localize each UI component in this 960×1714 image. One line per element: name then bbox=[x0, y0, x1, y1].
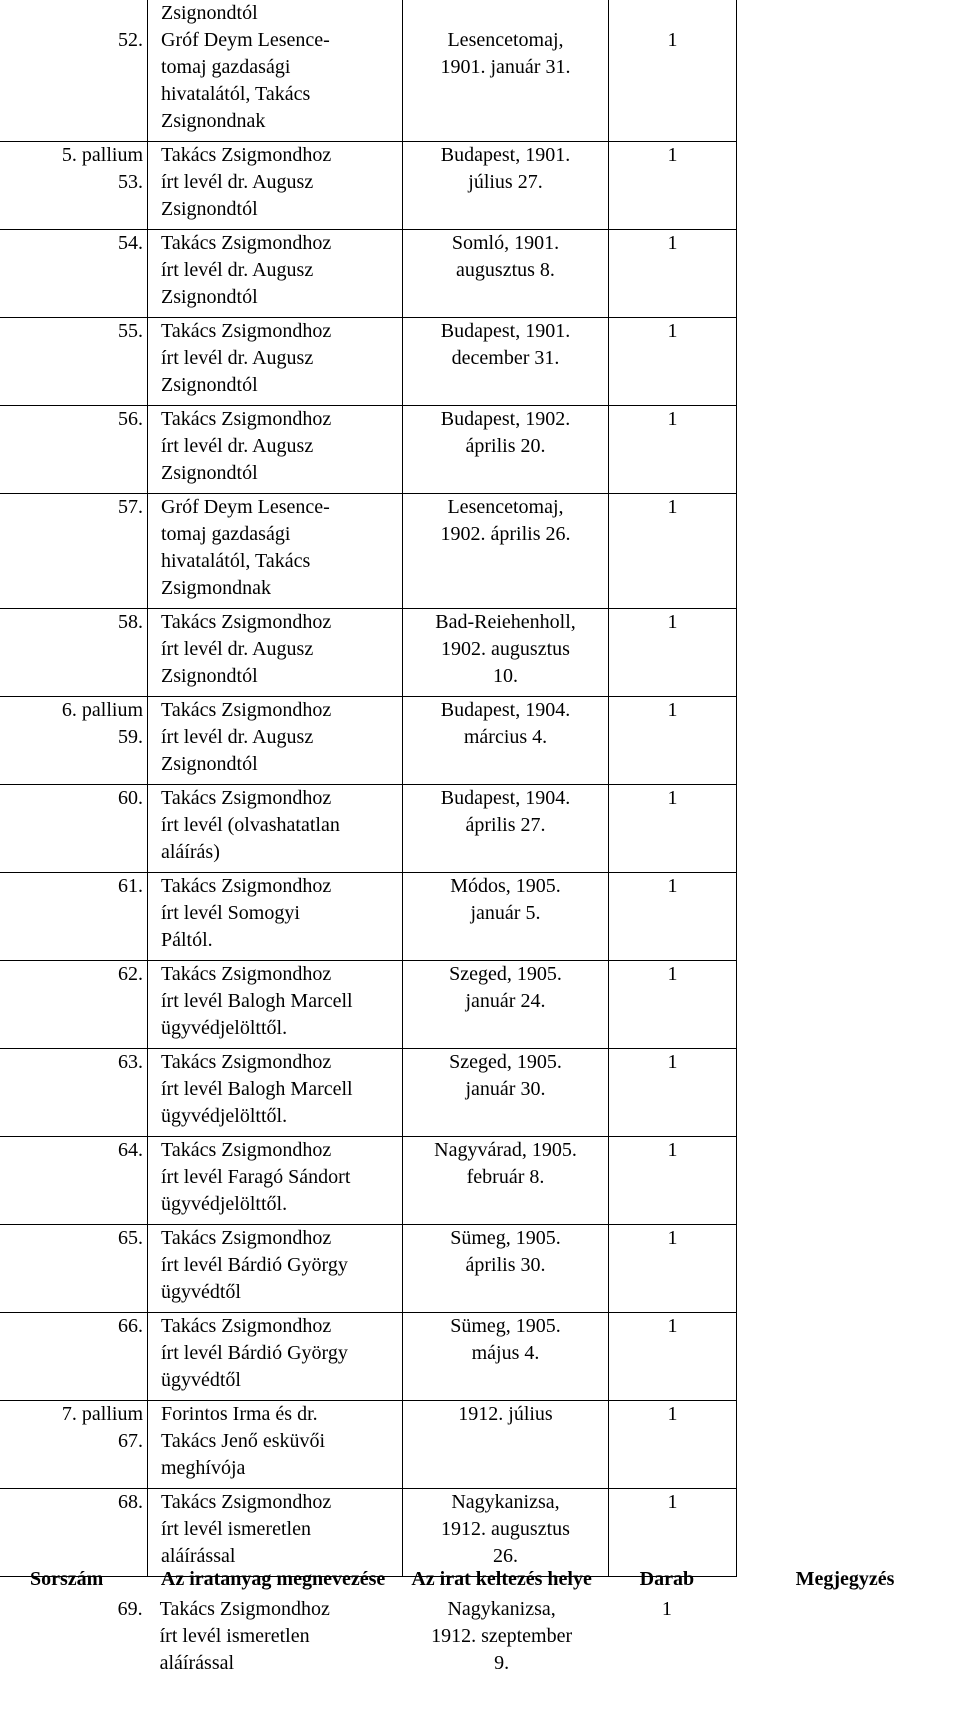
row-title-line: ügyvédjelölttől. bbox=[161, 1017, 288, 1039]
row-title-line: Takács Zsigmondhoz bbox=[161, 1315, 332, 1337]
row-title-line: Zsignondtól bbox=[161, 665, 258, 687]
row-date bbox=[403, 494, 609, 609]
row-count-line: 1 bbox=[667, 611, 678, 633]
row-date-line: április 27. bbox=[465, 814, 546, 836]
row-number bbox=[0, 0, 148, 142]
row-title-line: írt levél Balogh Marcell bbox=[161, 990, 353, 1012]
row-title-line: Zsignondtól bbox=[161, 2, 258, 24]
row-number bbox=[0, 873, 148, 961]
row-count-line: 1 bbox=[667, 320, 678, 342]
row-title-line: ügyvédjelölttől. bbox=[161, 1193, 288, 1215]
row-count bbox=[609, 697, 737, 785]
row-date-line: Nagykanizsa, bbox=[447, 1598, 556, 1620]
row-count-line: 1 bbox=[667, 963, 678, 985]
row-title bbox=[148, 0, 403, 142]
row-date-line: Szeged, 1905. bbox=[449, 1051, 562, 1073]
table-row bbox=[0, 961, 737, 1049]
row-date bbox=[403, 1489, 609, 1577]
row-date-line: 1912. augusztus bbox=[441, 1518, 570, 1540]
table-row bbox=[0, 1049, 737, 1137]
row-title-line: Takács Zsigmondhoz bbox=[161, 1051, 332, 1073]
row-date-line: 1912. július bbox=[458, 1403, 553, 1425]
row-count bbox=[609, 318, 737, 406]
row-title-line: Takács Zsigmondhoz bbox=[161, 408, 332, 430]
row-date-line: február 8. bbox=[466, 1166, 545, 1188]
row-count-line: 1 bbox=[667, 232, 678, 254]
table-row bbox=[0, 785, 737, 873]
row-title bbox=[148, 1049, 403, 1137]
row-date-line: Nagyvárad, 1905. bbox=[434, 1139, 577, 1161]
row-title-line: Takács Zsigmondhoz bbox=[161, 875, 332, 897]
row-number-text: 52. bbox=[118, 29, 143, 51]
row-date-line: Nagykanizsa, bbox=[451, 1491, 560, 1513]
row-date-line: Szeged, 1905. bbox=[449, 963, 562, 985]
row-title bbox=[148, 785, 403, 873]
row-title bbox=[147, 1596, 400, 1677]
row-title bbox=[148, 1137, 403, 1225]
row-title bbox=[148, 961, 403, 1049]
row-date-line: május 4. bbox=[471, 1342, 540, 1364]
row-title-line: írt levél dr. Augusz bbox=[161, 726, 314, 748]
row-title-line: írt levél ismeretlen bbox=[159, 1625, 310, 1647]
row-title bbox=[148, 494, 403, 609]
row-title-line: Takács Zsigmondhoz bbox=[159, 1598, 330, 1620]
row-date-line: július 27. bbox=[468, 171, 543, 193]
row-number bbox=[0, 1401, 148, 1489]
row-date-line: Lesencetomaj, bbox=[447, 496, 564, 518]
table-row bbox=[0, 1225, 737, 1313]
row-title-line: aláírás) bbox=[161, 841, 220, 863]
row-title-line: hivatalától, Takács bbox=[161, 550, 311, 572]
row-date-line: Somló, 1901. bbox=[451, 232, 560, 254]
row-title-line: Takács Zsigmondhoz bbox=[161, 1139, 332, 1161]
row-title-line: Takács Zsigmondhoz bbox=[161, 699, 332, 721]
row-number-text: 61. bbox=[118, 875, 143, 897]
row-date bbox=[403, 142, 609, 230]
row-count-line bbox=[609, 0, 736, 27]
row-title-line: Takács Zsigmondhoz bbox=[161, 963, 332, 985]
row-title bbox=[148, 1401, 403, 1489]
row-number bbox=[0, 406, 148, 494]
row-date-line: Budapest, 1901. bbox=[440, 320, 571, 342]
row-title-line: aláírással bbox=[161, 1545, 236, 1567]
row-title-line: ügyvédjelölttől. bbox=[161, 1105, 288, 1127]
row-title-line: írt levél Somogyi bbox=[161, 902, 300, 924]
row-number bbox=[0, 142, 148, 230]
row-title-line: Zsignondtól bbox=[161, 374, 258, 396]
row-count bbox=[609, 494, 737, 609]
row-title-line: meghívója bbox=[161, 1457, 246, 1479]
table-row bbox=[0, 873, 737, 961]
table-row bbox=[0, 230, 737, 318]
row-title-line: Takács Zsigmondhoz bbox=[161, 232, 332, 254]
header-keltezes: Az irat keltezés helye bbox=[411, 1568, 592, 1590]
row-date-line: január 24. bbox=[465, 990, 546, 1012]
row-number-text: 68. bbox=[118, 1491, 143, 1513]
row-count bbox=[609, 961, 737, 1049]
row-count bbox=[609, 1489, 737, 1577]
row-number-text: 56. bbox=[118, 408, 143, 430]
row-title bbox=[148, 697, 403, 785]
row-count-line: 1 bbox=[667, 699, 678, 721]
row-title-line: írt levél dr. Augusz bbox=[161, 347, 314, 369]
row-count bbox=[609, 0, 737, 142]
row-title bbox=[148, 318, 403, 406]
row-date bbox=[403, 406, 609, 494]
row-count bbox=[609, 1049, 737, 1137]
row-date-line: január 5. bbox=[470, 902, 541, 924]
row-number-text: 5. pallium 53. bbox=[61, 144, 143, 193]
row-date bbox=[403, 785, 609, 873]
row-title-line: Takács Zsigmondhoz bbox=[161, 1227, 332, 1249]
row-number bbox=[0, 1137, 148, 1225]
row-title-line: Zsignondtól bbox=[161, 753, 258, 775]
row-title-line: Takács Zsigmondhoz bbox=[161, 1491, 332, 1513]
row-title-line: Gróf Deym Lesence- bbox=[161, 29, 330, 51]
row-title-line: Páltól. bbox=[161, 929, 213, 951]
row-date-line: 1901. január 31. bbox=[440, 56, 571, 78]
row-date-line: 1912. szeptember bbox=[431, 1625, 573, 1647]
row-title-line: ügyvédtől bbox=[161, 1281, 241, 1303]
table-row bbox=[0, 1596, 960, 1677]
row-title-line: írt levél (olvashatatlan bbox=[161, 814, 340, 836]
row-date-line: 26. bbox=[493, 1545, 518, 1567]
row-number bbox=[0, 1489, 148, 1577]
row-title-line: írt levél Faragó Sándort bbox=[161, 1166, 351, 1188]
row-count bbox=[609, 1225, 737, 1313]
row-title-line: hivatalától, Takács bbox=[161, 83, 311, 105]
table-row bbox=[0, 1401, 737, 1489]
row-title-line: írt levél dr. Augusz bbox=[161, 435, 314, 457]
row-title-line: írt levél ismeretlen bbox=[161, 1518, 311, 1540]
row-number bbox=[0, 697, 148, 785]
row-title-line: Takács Jenő esküvői bbox=[161, 1430, 326, 1452]
row-count-line: 1 bbox=[667, 875, 678, 897]
header-megjegyzes: Megjegyzés bbox=[795, 1568, 895, 1590]
row-date bbox=[403, 0, 609, 142]
row-date-line: Lesencetomaj, bbox=[447, 29, 564, 51]
table-row bbox=[0, 142, 737, 230]
table-row bbox=[0, 494, 737, 609]
row-title-line: Forintos Irma és dr. bbox=[161, 1403, 318, 1425]
header-iratanyag: Az iratanyag megnevezése bbox=[160, 1568, 386, 1590]
row-note bbox=[730, 1596, 960, 1677]
row-date-line: április 30. bbox=[465, 1254, 546, 1276]
table-row bbox=[0, 1313, 737, 1401]
row-title-line: írt levél dr. Augusz bbox=[161, 171, 314, 193]
row-number-text: 57. bbox=[118, 496, 143, 518]
row-date bbox=[403, 1401, 609, 1489]
row-number-text: 60. bbox=[118, 787, 143, 809]
row-date-line: 10. bbox=[493, 665, 518, 687]
row-date bbox=[403, 230, 609, 318]
row-date-line bbox=[403, 0, 608, 27]
row-date-line: 9. bbox=[494, 1652, 510, 1674]
row-title-line: ügyvédtől bbox=[161, 1369, 241, 1391]
row-title-line: Gróf Deym Lesence- bbox=[161, 496, 330, 518]
row-count-line: 1 bbox=[667, 1315, 678, 1337]
row-count bbox=[609, 142, 737, 230]
table-header-row bbox=[0, 1566, 960, 1596]
row-title-line: írt levél Balogh Marcell bbox=[161, 1078, 353, 1100]
row-title-line: Zsignondtól bbox=[161, 286, 258, 308]
row-title-line: tomaj gazdasági bbox=[161, 56, 291, 78]
row-date-line: Budapest, 1904. bbox=[440, 787, 571, 809]
row-count-line: 1 bbox=[667, 1139, 678, 1161]
row-number bbox=[0, 1313, 148, 1401]
row-date bbox=[403, 1225, 609, 1313]
row-number bbox=[0, 230, 148, 318]
row-count-line: 1 bbox=[667, 496, 678, 518]
row-number-text: 64. bbox=[118, 1139, 143, 1161]
table-row bbox=[0, 1137, 737, 1225]
row-number bbox=[0, 785, 148, 873]
row-date bbox=[403, 1049, 609, 1137]
row-date bbox=[400, 1596, 604, 1677]
row-title-line: tomaj gazdasági bbox=[161, 523, 291, 545]
row-count-line: 1 bbox=[667, 144, 678, 166]
row-count bbox=[609, 609, 737, 697]
row-date-line: augusztus 8. bbox=[456, 259, 555, 281]
table-row bbox=[0, 406, 737, 494]
row-title bbox=[148, 142, 403, 230]
row-date bbox=[403, 318, 609, 406]
row-count bbox=[609, 1313, 737, 1401]
table-row bbox=[0, 318, 737, 406]
row-title bbox=[148, 406, 403, 494]
row-date bbox=[403, 873, 609, 961]
row-title bbox=[148, 1313, 403, 1401]
row-number: 69. bbox=[117, 1598, 143, 1620]
row-count-line: 1 bbox=[667, 1491, 678, 1513]
row-number-text: 63. bbox=[118, 1051, 143, 1073]
row-number-text: 54. bbox=[118, 232, 143, 254]
row-number bbox=[0, 1049, 148, 1137]
table-row bbox=[0, 609, 737, 697]
row-number-text: 6. pallium 59. bbox=[61, 699, 143, 748]
table-row bbox=[0, 697, 737, 785]
row-title bbox=[148, 1225, 403, 1313]
row-date-line: április 20. bbox=[465, 435, 546, 457]
row-count: 1 bbox=[661, 1598, 672, 1620]
header-darab: Darab bbox=[639, 1568, 695, 1590]
row-date-line: Sümeg, 1905. bbox=[450, 1315, 561, 1337]
row-count bbox=[609, 785, 737, 873]
row-date-line: Budapest, 1902. bbox=[440, 408, 571, 430]
row-title bbox=[148, 609, 403, 697]
row-title-line: írt levél dr. Augusz bbox=[161, 259, 314, 281]
row-number bbox=[0, 609, 148, 697]
row-number-text: 65. bbox=[118, 1227, 143, 1249]
row-date bbox=[403, 1313, 609, 1401]
row-title-line: írt levél dr. Augusz bbox=[161, 638, 314, 660]
row-date-line: 1902. április 26. bbox=[440, 523, 571, 545]
row-title-line: Zsignondnak bbox=[161, 110, 266, 132]
row-number bbox=[0, 961, 148, 1049]
row-title-line: Takács Zsigmondhoz bbox=[161, 144, 332, 166]
table-row bbox=[0, 1489, 737, 1577]
table-row bbox=[0, 0, 737, 142]
row-date bbox=[403, 609, 609, 697]
row-title-line: írt levél Bárdió György bbox=[161, 1342, 348, 1364]
row-date bbox=[403, 961, 609, 1049]
row-date-line: december 31. bbox=[451, 347, 560, 369]
row-number bbox=[0, 494, 148, 609]
row-count-line: 1 bbox=[667, 1227, 678, 1249]
row-date-line: Módos, 1905. bbox=[450, 875, 561, 897]
row-count bbox=[609, 230, 737, 318]
row-date-line: Budapest, 1904. bbox=[440, 699, 571, 721]
row-number-text: 66. bbox=[118, 1315, 143, 1337]
row-number-text: 7. pallium 67. bbox=[61, 1403, 143, 1452]
row-number bbox=[0, 318, 148, 406]
row-number-text: 62. bbox=[118, 963, 143, 985]
row-count-line: 1 bbox=[667, 1051, 678, 1073]
row-number bbox=[0, 1225, 148, 1313]
row-title-line: Zsigmondnak bbox=[161, 577, 271, 599]
row-title bbox=[148, 873, 403, 961]
row-title bbox=[148, 230, 403, 318]
row-count-line: 1 bbox=[667, 29, 678, 51]
row-number-text: 55. bbox=[118, 320, 143, 342]
row-count bbox=[609, 1137, 737, 1225]
row-title-line: Zsignondtól bbox=[161, 462, 258, 484]
row-date bbox=[403, 697, 609, 785]
row-title-line: Takács Zsigmondhoz bbox=[161, 787, 332, 809]
row-date bbox=[403, 1137, 609, 1225]
row-date-line: Bad-Reiehenholl, bbox=[435, 611, 576, 633]
row-date-line: 1902. augusztus bbox=[441, 638, 570, 660]
header-sorszam: Sorszám bbox=[30, 1568, 104, 1590]
row-count-line: 1 bbox=[667, 408, 678, 430]
row-date-line: Sümeg, 1905. bbox=[450, 1227, 561, 1249]
row-date-line: március 4. bbox=[463, 726, 548, 748]
row-count bbox=[609, 873, 737, 961]
row-count-line: 1 bbox=[667, 1403, 678, 1425]
row-title-line: írt levél Bárdió György bbox=[161, 1254, 348, 1276]
row-title bbox=[148, 1489, 403, 1577]
row-count bbox=[609, 1401, 737, 1489]
row-title-line: Zsignondtól bbox=[161, 198, 258, 220]
document-table-header-section bbox=[0, 1566, 960, 1677]
row-date-line: január 30. bbox=[465, 1078, 546, 1100]
row-title-line: Takács Zsigmondhoz bbox=[161, 320, 332, 342]
row-date-line: Budapest, 1901. bbox=[440, 144, 571, 166]
row-title-line: aláírással bbox=[159, 1652, 235, 1674]
row-number-text: 58. bbox=[118, 611, 143, 633]
row-title-line: Takács Zsigmondhoz bbox=[161, 611, 332, 633]
row-count-line: 1 bbox=[667, 787, 678, 809]
row-count bbox=[609, 406, 737, 494]
